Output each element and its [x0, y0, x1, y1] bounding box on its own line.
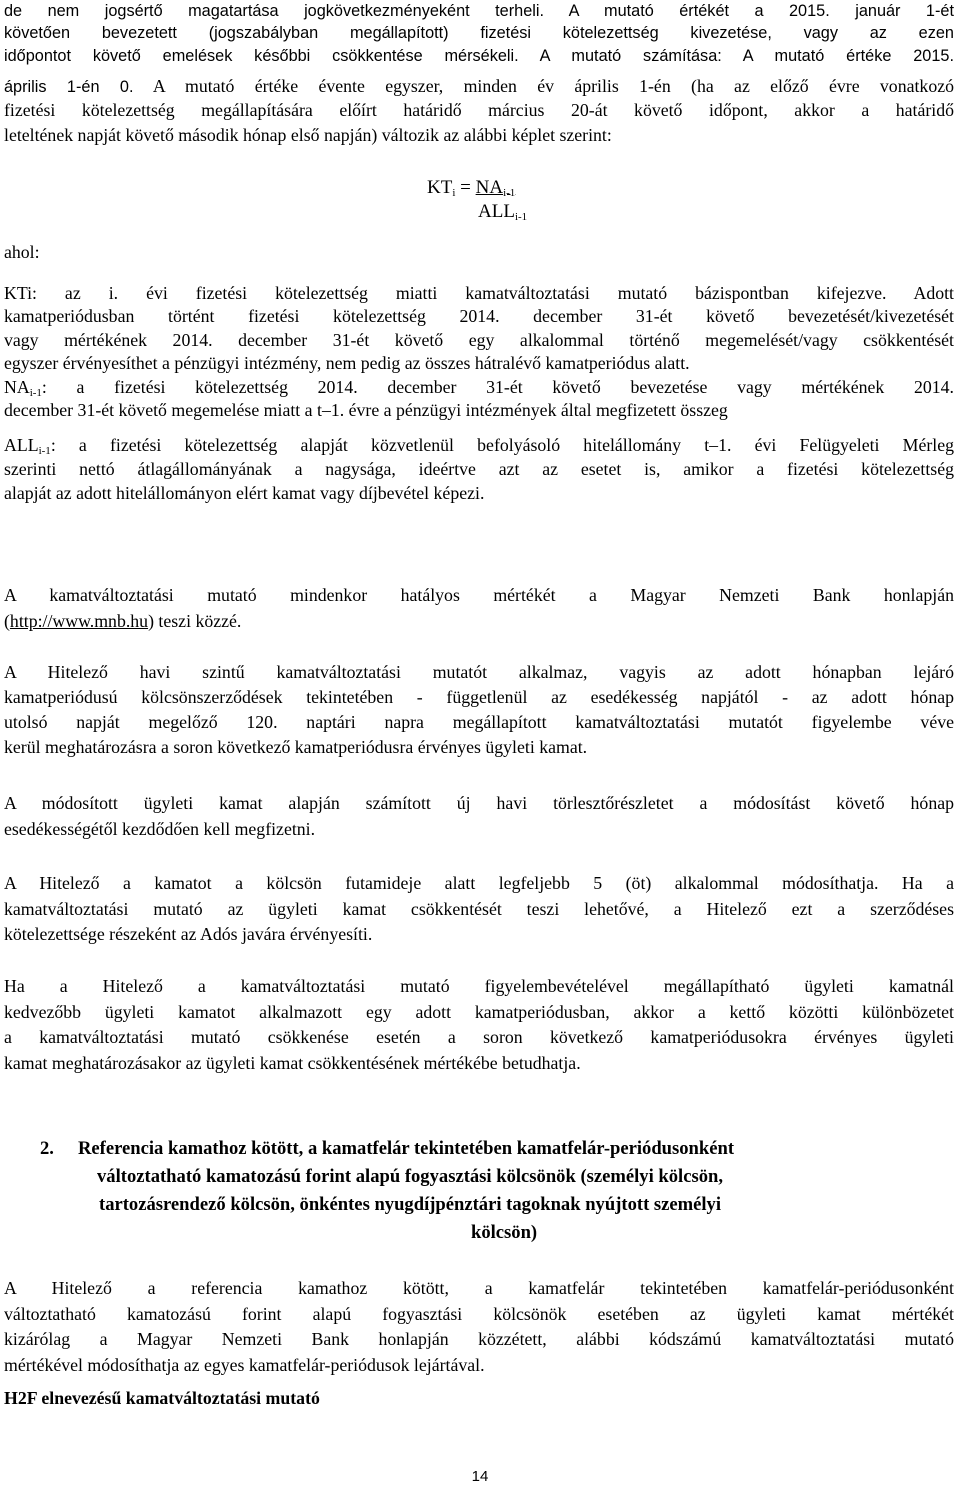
text-line: vagy mértékének 2014. december 31-ét követő egy alkalommal történő megemelését/vagy csökkentését — [4, 329, 954, 350]
text-line: követően bevezetett (jogszabályban megállapított) fizetési kötelezettség kivezetése, vagy az ezen — [4, 24, 954, 43]
paragraph-referencia-kamat — [4, 1276, 954, 1378]
text-line: kamatperiódusban történt fizetési kötelezettség 2014. december 31-ét követő bevezetését/kivezetését — [4, 306, 954, 327]
text-line: KTi: az i. évi fizetési kötelezettség miatti kamatváltoztatási mutató bázispontban kifejezve. Adott — [4, 283, 954, 303]
all-term-subscript: i-1 — [38, 445, 51, 457]
all-label: ALL — [478, 201, 515, 222]
text-line: kedvezőbb ügyleti kamatot alkalmazott egy adott kamatperiódusban, akkor a kettő közötti különbözetet — [4, 1001, 954, 1022]
text-line: kerül meghatározásra a soron következő kamatperiódusra érvényes ügyleti kamat. — [4, 737, 588, 757]
text-line: kizárólag a Magyar Nemzeti Bank honlapján közzétett, alábbi kódszámú kamatváltoztatási mutató — [4, 1329, 954, 1349]
text-fragment: április 1-én 0. — [4, 78, 134, 96]
text-line: de nem jogsértő magatartása jogkövetkezményeként terheli. A mutató értékét a 2015. január 1-ét — [4, 2, 954, 20]
section-heading-line: kölcsön) — [471, 1222, 538, 1243]
text-line: változtatható kamatozású forint alapú fogyasztási kölcsönök esetében az ügyleti kamat mértékét — [4, 1303, 954, 1324]
text-line — [4, 434, 954, 458]
all-term: ALL — [4, 435, 39, 455]
formula-denominator — [478, 200, 527, 224]
text-line: fizetési kötelezettség megállapítására előírt határidő március 20-át követő időpont, akkor a határidő — [4, 100, 954, 121]
section-heading-line: változtatható kamatozású forint alapú fogyasztási kölcsönök (személyi kölcsön, — [97, 1166, 723, 1187]
section-heading-line: tartozásrendező kölcsön, önkéntes nyugdíjpénztári tagoknak nyújtott személyi — [99, 1194, 722, 1215]
text-line: kamatperiódusú kölcsönszerződések tekintetében - függetlenül az esedékesség napjától - az adott hónap — [4, 687, 954, 707]
paragraph-mutato-rule — [4, 74, 954, 148]
definition-all — [4, 434, 954, 505]
section-number: 2. — [40, 1138, 54, 1159]
text-fragment: ( — [4, 610, 10, 631]
h2f-heading: H2F elnevezésű kamatváltoztatási mutató — [4, 1388, 320, 1408]
text-line: december 31-ét követő megemelése miatt a t–1. évre a pénzügyi intézmények által megfizetett összeg — [4, 400, 728, 421]
text-line — [4, 376, 954, 399]
text-line: A kamatváltoztatási mutató mindenkor hatályos mértékét a Magyar Nemzeti Bank honlapján — [4, 585, 954, 605]
text-line — [4, 609, 954, 635]
text-line: A Hitelező a referencia kamathoz kötött, a kamatfelár tekintetében kamatfelár-periódusonként — [4, 1278, 954, 1298]
kt-subscript: i — [452, 187, 456, 199]
text-line: utolsó napját megelőző 120. naptári napra megállapított kamatváltoztatási mutatót figyelembe véve — [4, 712, 954, 732]
paragraph-kamat-modositas — [4, 871, 954, 948]
text-fragment: : a fizetési kötelezettség 2014. december 31-ét követő bevezetése vagy mértékének 2014. — [41, 377, 954, 397]
text-line: esedékességétől kezdődően kell megfizetni. — [4, 818, 316, 839]
na-subscript: i-1 — [503, 187, 516, 199]
text-line-mixed — [4, 74, 954, 98]
page-number: 14 — [471, 1468, 489, 1485]
formula-kt — [427, 176, 515, 200]
na-term-subscript: i-1 — [29, 387, 42, 399]
text-line: időpontot követő emelések későbbi csökkentése mérsékeli. A mutató számítása: A mutató értéke 2015. — [4, 46, 954, 65]
text-line: szerinti nettó átlagállományának a nagysága, ideértve azt az esetet is, amikor a fizetési kötelezettség — [4, 458, 954, 479]
paragraph-kulonbozet — [4, 974, 954, 1076]
paragraph-mutato-intro — [4, 0, 954, 67]
text-line: a kamatváltoztatási mutató csökkenése esetén a soron következő kamatperiódusokra érvényes ügyleti — [4, 1027, 954, 1047]
text-line: egyszer érvényesíthet a pénzügyi intézmény, nem pedig az összes hátralévő kamatperiódus alatt. — [4, 353, 690, 374]
all-subscript: i-1 — [514, 211, 528, 223]
text-line: A módosított ügyleti kamat alapján számított új havi törlesztőrészletet a módosítást követő hónap — [4, 793, 954, 813]
mnb-link[interactable]: http://www.mnb.hu — [9, 610, 149, 631]
text-line: A Hitelező a kamatot a kölcsön futamideje alatt legfeljebb 5 (öt) alkalommal módosíthatja. Ha a — [4, 873, 954, 893]
text-line: kamatváltoztatási mutató az ügyleti kamat csökkentését teszi lehetővé, a Hitelező ezt a szerződéses — [4, 898, 954, 919]
definition-na — [4, 376, 954, 423]
text-line: alapját az adott hitelállományon elért kamat vagy díjbevétel képezi. — [4, 482, 485, 503]
text-line: Ha a Hitelező a kamatváltoztatási mutató figyelembevételével megállapítható ügyleti kamatnál — [4, 976, 954, 996]
text-line: leteltének napját követő második hónap első napján) változik az alábbi képlet szerint: — [4, 125, 612, 146]
section-heading-line: Referencia kamathoz kötött, a kamatfelár tekintetében kamatfelár-periódusonként — [78, 1138, 735, 1159]
text-fragment: : a fizetési kötelezettség alapját közvetlenül befolyásoló hitelállomány t–1. évi Felügyeleti Mérleg — [50, 435, 954, 455]
formula-numerator — [476, 177, 516, 198]
text-line: mértékével módosíthatja az egyes kamatfelár-periódusok lejártával. — [4, 1354, 485, 1375]
definition-kt — [4, 282, 954, 376]
text-line: kamat meghatározásakor az ügyleti kamat csökkentésének mértékébe betudhatja. — [4, 1052, 581, 1073]
na-label: NA — [475, 177, 504, 198]
equals-sign: = — [455, 177, 476, 198]
text-line: kötelezettsége részeként az Adós javára érvényesíti. — [4, 924, 373, 944]
na-term: NA — [4, 377, 30, 397]
section-heading-2 — [0, 1135, 960, 1247]
formula-kt-term — [427, 177, 455, 198]
paragraph-havi-mutato — [4, 660, 954, 760]
paragraph-mnb — [4, 583, 954, 634]
text-fragment: A mutató értéke évente egyszer, minden év április 1-én (ha az előző évre vonatkozó — [133, 76, 954, 96]
ahol-label: ahol: — [4, 242, 40, 262]
paragraph-modositott-kamat — [4, 791, 954, 842]
text-fragment: ) teszi közzé. — [148, 610, 242, 631]
text-line: A Hitelező havi szintű kamatváltoztatási mutatót alkalmaz, vagyis az adott hónapban lejáró — [4, 662, 954, 682]
kt-label: KT — [427, 177, 453, 198]
